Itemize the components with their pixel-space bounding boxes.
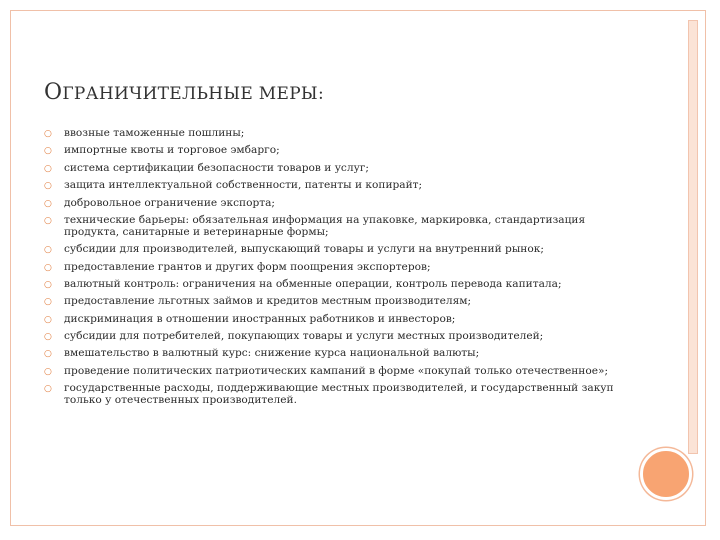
list-item xyxy=(44,215,624,239)
slide-title xyxy=(44,80,324,105)
list-item xyxy=(44,244,624,256)
title-first-letter: О xyxy=(44,80,63,105)
list-item-text: добровольное ограничение экспорта; xyxy=(64,196,275,209)
list-item-text: вмешательство в валютный курс: снижение курса национальной валюты; xyxy=(64,347,480,360)
bullet-icon: ○ xyxy=(44,297,52,308)
list-item xyxy=(44,163,624,175)
bullet-icon: ○ xyxy=(44,332,52,343)
list-item xyxy=(44,331,624,343)
list-item xyxy=(44,383,624,407)
list-item xyxy=(44,145,624,157)
list-item-text: предоставление льготных займов и кредитов местным производителям; xyxy=(64,295,472,308)
list-item xyxy=(44,314,624,326)
list-item xyxy=(44,348,624,360)
bullet-icon: ○ xyxy=(44,245,52,256)
list-item xyxy=(44,366,624,378)
list-item-text: субсидии для производителей, выпускающий товары и услуги на внутренний рынок; xyxy=(64,243,544,256)
list-item-text: субсидии для потребителей, покупающих товары и услуги местных производителей; xyxy=(64,330,544,343)
list-item-text: ввозные таможенные пошлины; xyxy=(64,127,245,139)
decorative-circle xyxy=(640,448,692,500)
list-item xyxy=(44,262,624,274)
list-item-text: проведение политических патриотических кампаний в форме «покупай только отечественное»; xyxy=(64,364,609,377)
list-item-text: защита интеллектуальной собственности, патенты и копирайт; xyxy=(64,179,423,192)
list-item xyxy=(44,180,624,192)
bullet-icon: ○ xyxy=(44,314,52,325)
list-item xyxy=(44,279,624,291)
list-item-text: предоставление грантов и других форм поощрения экспортеров; xyxy=(64,260,431,273)
list-item-text: технические барьеры: обязательная информация на упаковке, маркировка, стандартизация продукта, санитарные и ветеринарные формы; xyxy=(64,213,586,238)
list-item xyxy=(44,128,624,140)
title-rest: ГРАНИЧИТЕЛЬНЫЕ МЕРЫ: xyxy=(62,84,324,104)
bullet-icon: ○ xyxy=(44,279,52,290)
bullet-icon: ○ xyxy=(44,366,52,377)
bullet-icon: ○ xyxy=(44,129,52,139)
bullet-icon: ○ xyxy=(44,215,52,226)
list-item-text: импортные квоты и торговое эмбарго; xyxy=(64,144,280,157)
bullet-icon: ○ xyxy=(44,163,52,174)
list-item-text: система сертификации безопасности товаров и услуг; xyxy=(64,161,369,174)
bullet-icon: ○ xyxy=(44,262,52,273)
bullet-icon: ○ xyxy=(44,349,52,360)
bullet-icon: ○ xyxy=(44,198,52,209)
bullet-icon: ○ xyxy=(44,384,52,395)
measures-list xyxy=(44,128,624,412)
list-item-text: государственные расходы, поддерживающие местных производителей, и государственный закуп только у отечественных производителей. xyxy=(64,382,614,407)
list-item-text: валютный контроль: ограничения на обменные операции, контроль перевода капитала; xyxy=(64,277,562,290)
list-item-text: дискриминация в отношении иностранных работников и инвесторов; xyxy=(64,312,456,325)
list-item xyxy=(44,198,624,210)
bullet-icon: ○ xyxy=(44,146,52,157)
list-item xyxy=(44,296,624,308)
bullet-icon: ○ xyxy=(44,181,52,192)
accent-bar xyxy=(688,20,698,454)
